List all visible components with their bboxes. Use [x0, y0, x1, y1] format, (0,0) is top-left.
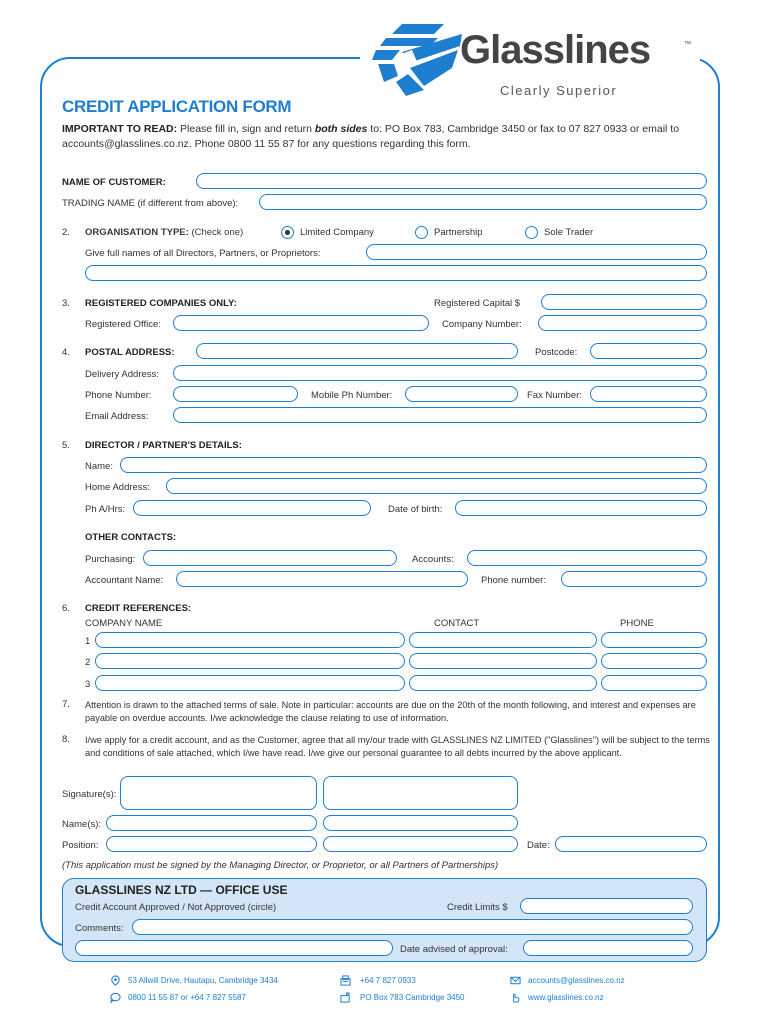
home-address-field[interactable] — [166, 478, 707, 494]
terms-paragraph-7: Attention is drawn to the attached terms of sale. Note in particular: accounts are due on the 20th of the month following, and interest and expenses are payable on overdue accounts. I/we acknowledge the clause relating to use of information. — [85, 700, 696, 723]
option-partnership: Partnership — [434, 227, 483, 238]
signature-label: Signature(s): — [62, 789, 117, 800]
registered-office-field[interactable] — [173, 315, 429, 331]
radio-limited-company[interactable] — [281, 226, 294, 239]
delivery-address-label: Delivery Address: — [85, 369, 159, 380]
registered-capital-label: Registered Capital $ — [434, 298, 521, 309]
company-number-field[interactable] — [538, 315, 707, 331]
postal-address-field[interactable] — [196, 343, 518, 359]
fax-number-label: Fax Number: — [527, 390, 582, 401]
location-pin-icon — [110, 975, 121, 986]
accountant-name-label: Accountant Name: — [85, 575, 164, 586]
director-name-label: Name: — [85, 461, 113, 472]
reference-2-company-field[interactable] — [95, 653, 405, 669]
registered-companies-label: REGISTERED COMPANIES ONLY: — [85, 298, 237, 309]
footer-po-box: PO Box 783 Cambridge 3450 — [360, 993, 465, 1002]
purchasing-field[interactable] — [143, 550, 397, 566]
postal-address-label: POSTAL ADDRESS: — [85, 347, 175, 358]
signature-box-2[interactable] — [323, 776, 518, 810]
accounts-field[interactable] — [467, 550, 707, 566]
column-contact: CONTACT — [434, 618, 480, 629]
email-address-label: Email Address: — [85, 411, 149, 422]
footer-email-link[interactable]: accounts@glasslines.co.nz — [528, 976, 625, 985]
credit-account-status: Credit Account Approved / Not Approved (circle) — [75, 902, 277, 913]
footer-address: 53 Allwill Drive, Hautapu, Cambridge 3434 — [128, 976, 278, 985]
footer-fax: +64 7 827 0933 — [360, 976, 416, 985]
office-use-title: GLASSLINES NZ LTD — OFFICE USE — [75, 883, 288, 897]
position-field-1[interactable] — [106, 836, 317, 852]
section-2-number: 2. — [62, 227, 70, 238]
directors-names-field-2[interactable] — [85, 265, 707, 281]
email-address-field[interactable] — [173, 407, 707, 423]
ph-after-hours-label: Ph A/Hrs: — [85, 504, 126, 515]
option-sole-trader: Sole Trader — [544, 227, 594, 238]
position-label: Position: — [62, 840, 99, 851]
director-details-label: DIRECTOR / PARTNER'S DETAILS: — [85, 440, 242, 451]
home-address-label: Home Address: — [85, 482, 150, 493]
section-7-number: 7. — [62, 699, 70, 710]
intro-text-2: to: PO Box 783, Cambridge 3450 or fax to 07 827 0933 or email to accounts@glasslines.co.nz. Phone 0800 11 55 87 for any questions regarding this form. — [62, 123, 680, 150]
trading-name-label: TRADING NAME (if different from above): — [62, 198, 239, 209]
reference-1-phone-field[interactable] — [601, 632, 707, 648]
footer-freephone: 0800 11 55 87 or +64 7 827 5587 — [128, 993, 246, 1002]
credit-limits-label: Credit Limits $ — [447, 902, 508, 913]
accountant-phone-field[interactable] — [561, 571, 707, 587]
director-name-field[interactable] — [120, 457, 707, 473]
date-advised-label: Date advised of approval: — [400, 944, 508, 955]
phone-number-field[interactable] — [173, 386, 298, 402]
section-8-number: 8. — [62, 734, 70, 745]
reference-3-company-field[interactable] — [95, 675, 405, 691]
mobile-number-label: Mobile Ph Number: — [311, 390, 393, 401]
accountant-name-field[interactable] — [176, 571, 468, 587]
pointer-hand-icon — [510, 992, 521, 1003]
signature-box-1[interactable] — [120, 776, 317, 810]
reference-2-contact-field[interactable] — [409, 653, 597, 669]
reference-row-number: 3 — [85, 679, 91, 690]
terms-paragraph-8: I/we apply for a credit account, and as the Customer, agree that all my/our trade with GLASSLINES NZ LIMITED ("Glasslines") will be subject to the terms and conditions of sale attached, which I/we have read. I/we give our personal guarantee to all debts incurred by the above applicant. — [85, 735, 710, 758]
phone-number-label: Phone Number: — [85, 390, 152, 401]
position-field-2[interactable] — [323, 836, 518, 852]
reference-1-company-field[interactable] — [95, 632, 405, 648]
org-type-label: ORGANISATION TYPE: — [85, 227, 189, 238]
reference-row-number: 2 — [85, 657, 91, 668]
other-contacts-label: OTHER CONTACTS: — [85, 532, 177, 543]
po-box-icon — [340, 992, 351, 1003]
accountant-phone-label: Phone number: — [481, 575, 546, 586]
name-field-2[interactable] — [323, 815, 518, 831]
section-5-number: 5. — [62, 440, 70, 451]
name-field-1[interactable] — [106, 815, 317, 831]
section-4-number: 4. — [62, 347, 70, 358]
form-title: CREDIT APPLICATION FORM — [62, 97, 292, 116]
footer-website-link[interactable]: www.glasslines.co.nz — [528, 993, 604, 1002]
radio-sole-trader[interactable] — [525, 226, 538, 239]
company-number-label: Company Number: — [442, 319, 522, 330]
date-of-birth-label: Date of birth: — [388, 504, 443, 515]
date-advised-field[interactable] — [523, 940, 693, 956]
comments-field-2[interactable] — [75, 940, 393, 956]
fax-number-field[interactable] — [590, 386, 707, 402]
radio-partnership[interactable] — [415, 226, 428, 239]
glasslines-logo-icon — [372, 20, 464, 102]
date-field[interactable] — [555, 836, 707, 852]
section-3-number: 3. — [62, 298, 70, 309]
credit-limits-field[interactable] — [520, 898, 693, 914]
names-label: Name(s): — [62, 819, 102, 830]
directors-names-field-1[interactable] — [366, 244, 707, 260]
reference-3-phone-field[interactable] — [601, 675, 707, 691]
reference-row-number: 1 — [85, 636, 91, 647]
intro-text-1: Please fill in, sign and return — [177, 123, 315, 135]
fax-icon — [340, 975, 351, 986]
customer-name-field[interactable] — [196, 173, 707, 189]
postcode-field[interactable] — [590, 343, 707, 359]
date-of-birth-field[interactable] — [455, 500, 707, 516]
date-label: Date: — [527, 840, 550, 851]
envelope-icon — [510, 975, 521, 986]
comments-field[interactable] — [132, 919, 693, 935]
column-company-name: COMPANY NAME — [85, 618, 163, 629]
speech-bubble-icon — [110, 992, 121, 1003]
delivery-address-field[interactable] — [173, 365, 707, 381]
registered-office-label: Registered Office: — [85, 319, 161, 330]
registered-capital-field[interactable] — [541, 294, 707, 310]
section-6-number: 6. — [62, 603, 70, 614]
brand-tagline: Clearly Superior — [500, 83, 618, 98]
signing-note: (This application must be signed by the Managing Director, or Proprietor, or all Partners of Partnerships) — [62, 860, 499, 871]
reference-1-contact-field[interactable] — [409, 632, 597, 648]
org-type-heading — [85, 227, 243, 238]
credit-references-label: CREDIT REFERENCES: — [85, 603, 192, 614]
purchasing-label: Purchasing: — [85, 554, 136, 565]
accounts-label: Accounts: — [412, 554, 454, 565]
customer-name-label: NAME OF CUSTOMER: — [62, 177, 166, 188]
trading-name-field[interactable] — [259, 194, 707, 210]
ph-after-hours-field[interactable] — [133, 500, 371, 516]
form-intro — [62, 122, 722, 152]
reference-2-phone-field[interactable] — [601, 653, 707, 669]
intro-emphasis: both sides — [314, 123, 368, 135]
org-type-hint: (Check one) — [188, 227, 244, 238]
option-limited-company: Limited Company — [300, 227, 374, 238]
brand-trademark: ™ — [684, 41, 691, 48]
postcode-label: Postcode: — [535, 347, 578, 358]
brand-name: Glasslines — [460, 28, 651, 72]
mobile-number-field[interactable] — [405, 386, 518, 402]
intro-lead: IMPORTANT TO READ: — [62, 123, 178, 135]
comments-label: Comments: — [75, 923, 124, 934]
column-phone: PHONE — [620, 618, 654, 629]
reference-3-contact-field[interactable] — [409, 675, 597, 691]
directors-names-label: Give full names of all Directors, Partners, or Proprietors: — [85, 248, 321, 259]
